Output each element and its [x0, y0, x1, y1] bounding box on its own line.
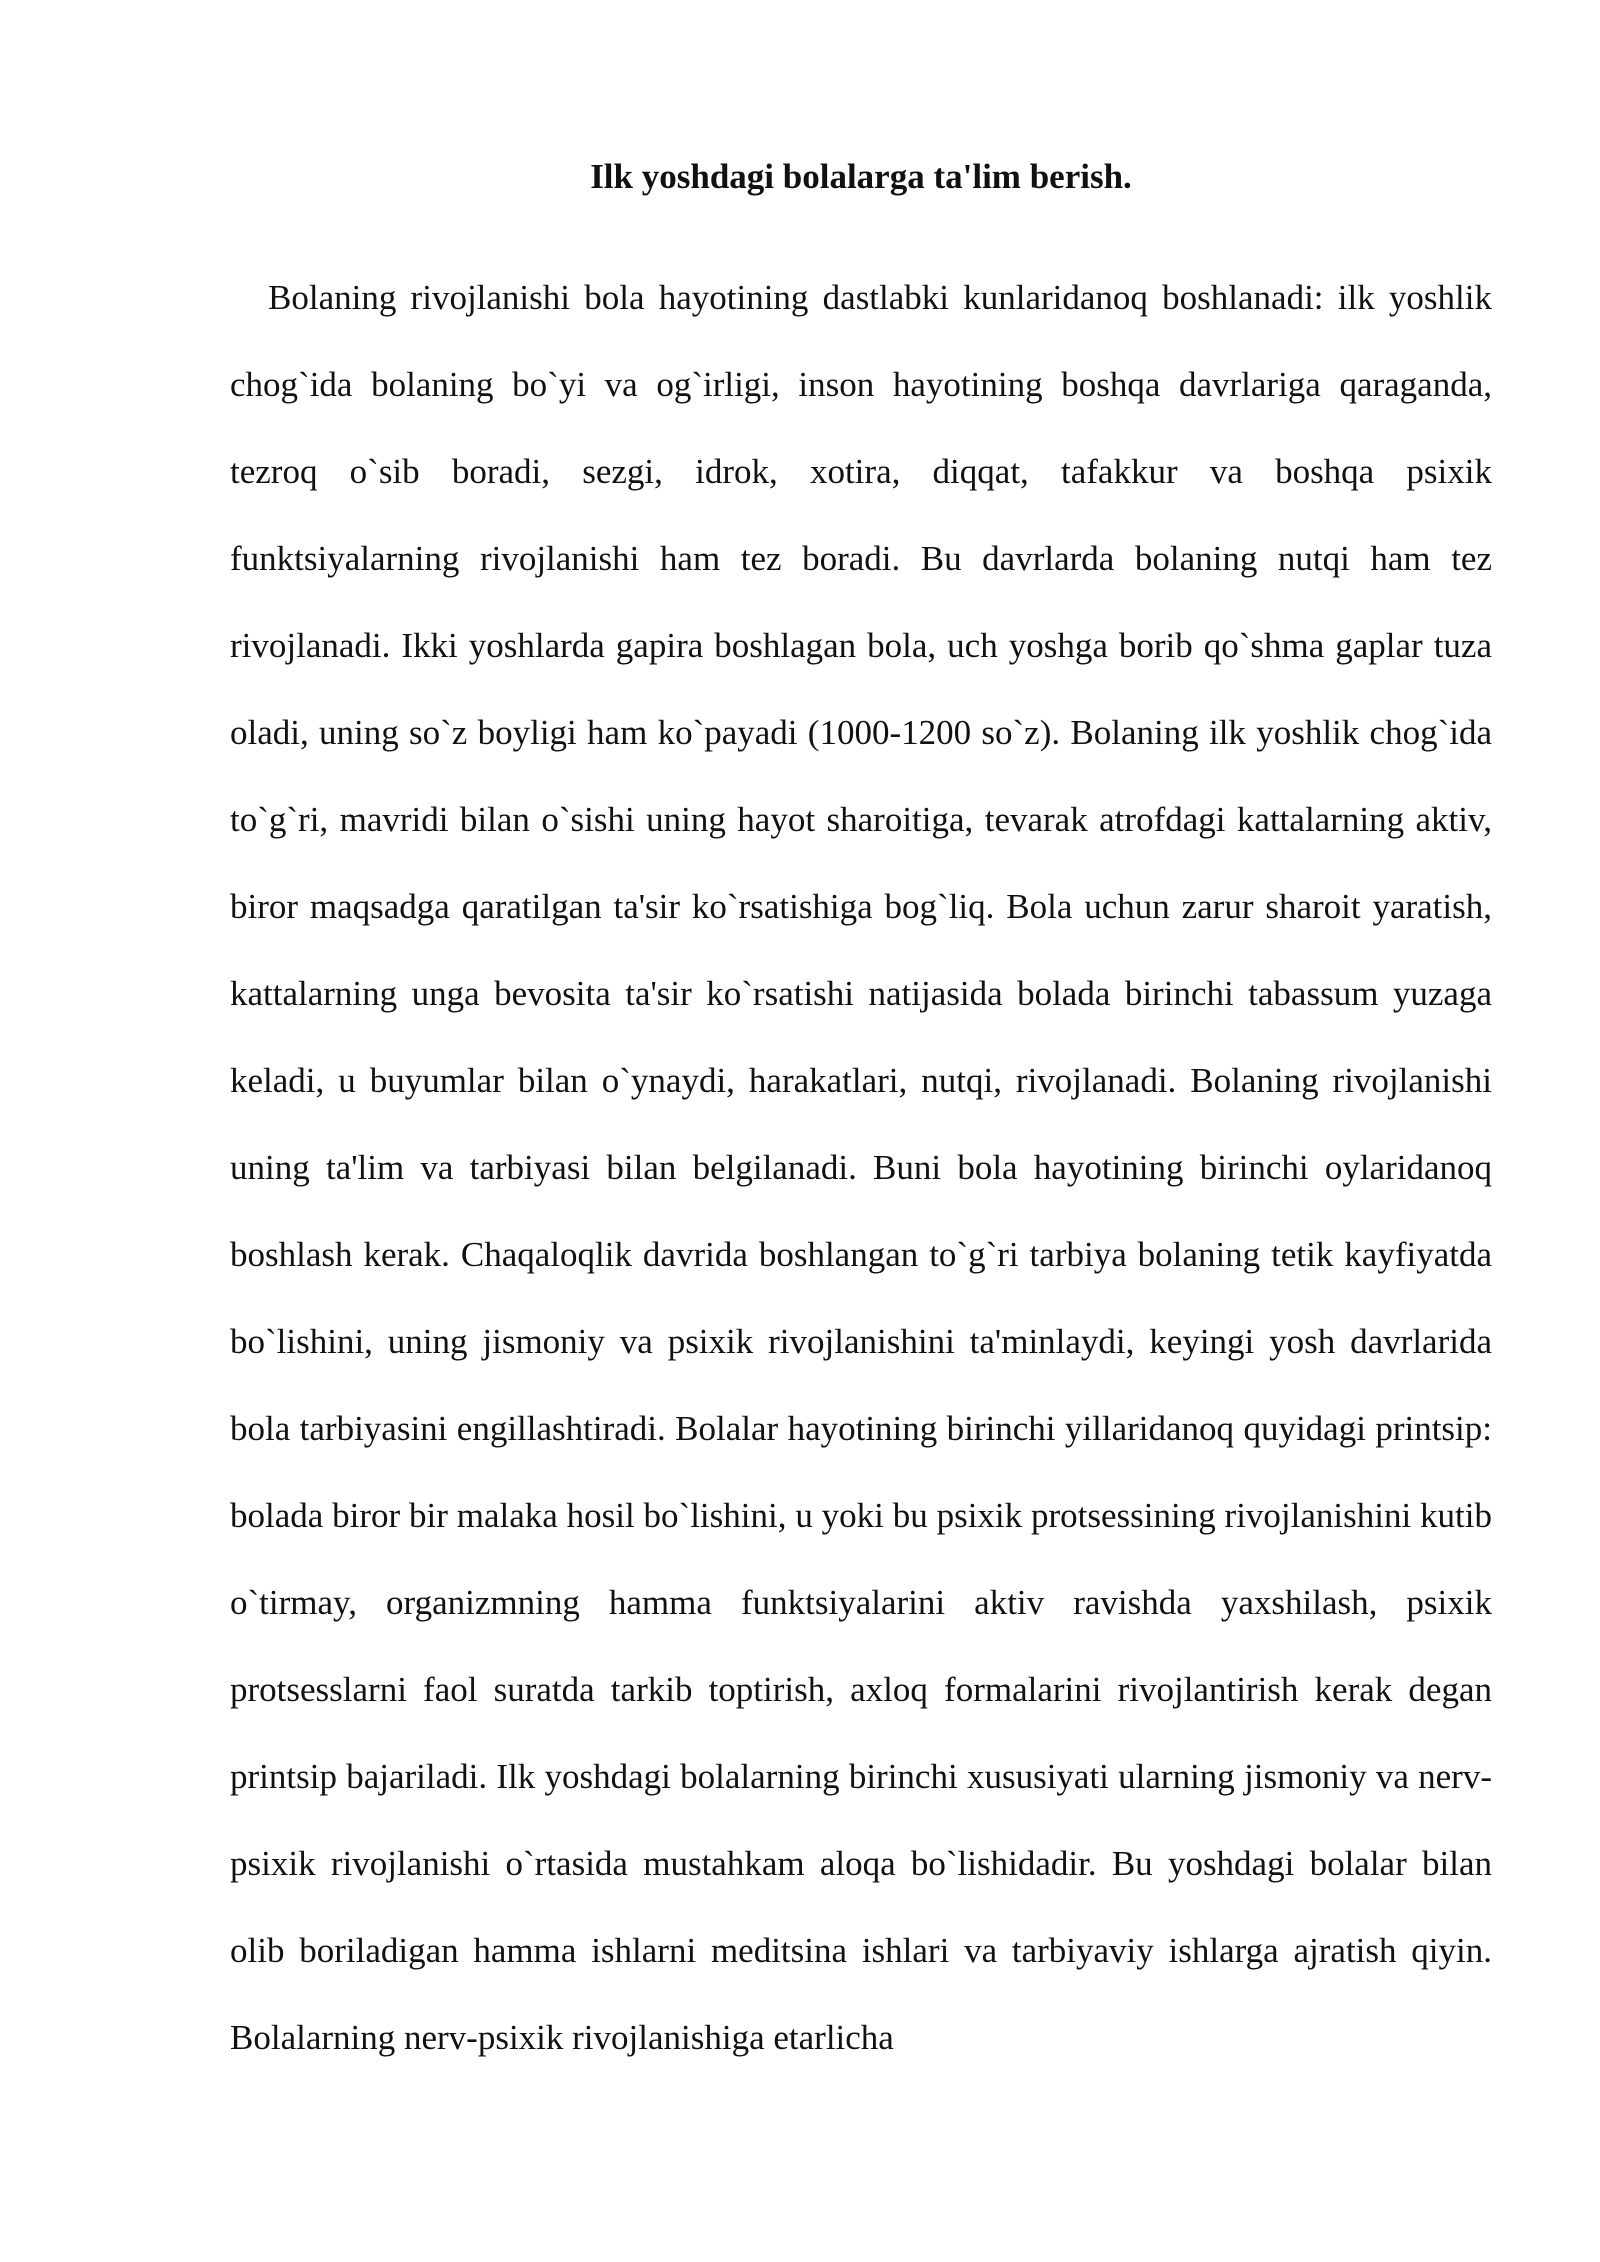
body-paragraph: Bolaning rivojlanishi bola hayotining dastlabki kunlaridanoq boshlanadi: ilk yoshlik chog`ida bolaning bo`yi va og`irligi, inson hayotining boshqa davrlariga qaraganda, tezroq o`sib boradi, sezgi, idrok, xotira, diqqat, tafakkur va boshqa psixik funktsiyalarning rivojlanishi ham tez boradi. Bu davrlarda bolaning nutqi ham tez rivojlanadi. Ikki yoshlarda gapira boshlagan bola, uch yoshga borib qo`shma gaplar tuza oladi, uning so`z boyligi ham ko`payadi (1000-1200 so`z). Bolaning ilk yoshlik chog`ida to`g`ri, mavridi bilan o`sishi uning hayot sharoitiga, tevarak atrofdagi kattalarning aktiv, biror maqsadga qaratilgan ta'sir ko`rsatishiga bog`liq. Bola uchun zarur sharoit yaratish, kattalarning unga bevosita ta'sir ko`rsatishi natijasida bolada birinchi tabassum yuzaga keladi, u buyumlar bilan o`ynaydi, harakatlari, nutqi, rivojlanadi. Bolaning rivojlanishi uning ta'lim va tarbiyasi bilan belgilanadi. Buni bola hayotining birinchi oylaridanoq boshlash kerak. Chaqaloqlik davrida boshlangan to`g`ri tarbiya bolaning tetik kayfiyatda bo`lishini, uning jismoniy va psixik rivojlanishini ta'minlaydi, keyingi yosh davrlarida bola tarbiyasini engillashtiradi. Bolalar hayotining birinchi yillaridanoq quyidagi printsip: bolada biror bir malaka hosil bo`lishini, u yoki bu psixik protsessining rivojlanishini kutib o`tirmay, organizmning hamma funktsiyalarini aktiv ravishda yaxshilash, psixik protsesslarni faol suratda tarkib toptirish, axloq formalarini rivojlantirish kerak degan printsip bajariladi. Ilk yoshdagi bolalarning birinchi xususiyati ularning jismoniy va nerv-psixik rivojlanishi o`rtasida mustahkam aloqa bo`lishidadir. Bu yoshdagi bolalar bilan olib boriladigan hamma ishlarni meditsina ishlari va tarbiyaviy ishlarga ajratish qiyin. Bolalarning nerv-psixik rivojlanishiga etarlicha: [230, 278, 1492, 2057]
document-title: Ilk yoshdagi bolalarga ta'lim berish.: [590, 157, 1132, 196]
